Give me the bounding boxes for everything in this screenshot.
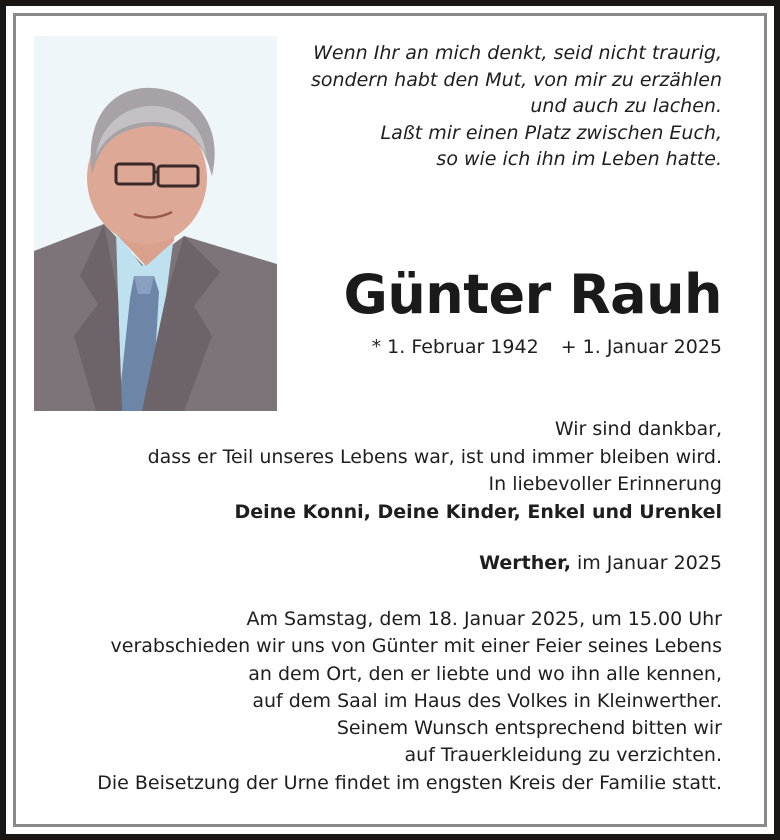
place: Werther, <box>479 552 571 574</box>
portrait-illustration <box>34 36 277 411</box>
date: im Januar 2025 <box>576 552 722 574</box>
poem-line: so wie ich ihn im Leben hatte. <box>436 148 722 170</box>
ceremony-line: Am Samstag, dem 18. Januar 2025, um 15.00 Uhr <box>246 608 722 630</box>
thanks-line: Wir sind dankbar, <box>554 418 722 440</box>
poem-quote <box>262 40 722 173</box>
deceased-name: Günter Rauh <box>343 263 722 326</box>
death-date: + 1. Januar 2025 <box>560 336 722 358</box>
thanks-line: dass er Teil unseres Lebens war, ist und immer bleiben wird. <box>147 445 722 468</box>
ceremony-info <box>97 606 722 797</box>
ceremony-line: verabschieden wir uns von Günter mit einer Feier seines Lebens <box>110 635 722 658</box>
ceremony-line: auf dem Saal im Haus des Volkes in Kleinwerther. <box>252 689 722 712</box>
poem-line: und auch zu lachen. <box>530 95 722 117</box>
thanks-section <box>148 416 722 526</box>
poem-line: Laßt mir einen Platz zwischen Euch, <box>380 121 722 144</box>
ceremony-line: Seinem Wunsch entsprechend bitten wir <box>336 717 722 740</box>
ceremony-line: an dem Ort, den er liebte und wo ihn alle kennen, <box>248 662 722 685</box>
poem-line: sondern habt den Mut, von mir zu erzählen <box>310 68 722 91</box>
birth-date: * 1. Februar 1942 <box>371 336 539 358</box>
life-dates <box>372 334 722 360</box>
poem-line: Wenn Ihr an mich denkt, seid nicht traurig, <box>313 42 722 64</box>
ceremony-line: Die Beisetzung der Urne findet im engsten Kreis der Familie statt. <box>97 771 722 794</box>
thanks-line: In liebevoller Erinnerung <box>488 473 722 495</box>
mourners: Deine Konni, Deine Kinder, Enkel und Urenkel <box>234 500 722 523</box>
portrait-photo <box>34 36 277 411</box>
place-date <box>479 550 722 577</box>
ceremony-line: auf Trauerkleidung zu verzichten. <box>404 744 722 767</box>
